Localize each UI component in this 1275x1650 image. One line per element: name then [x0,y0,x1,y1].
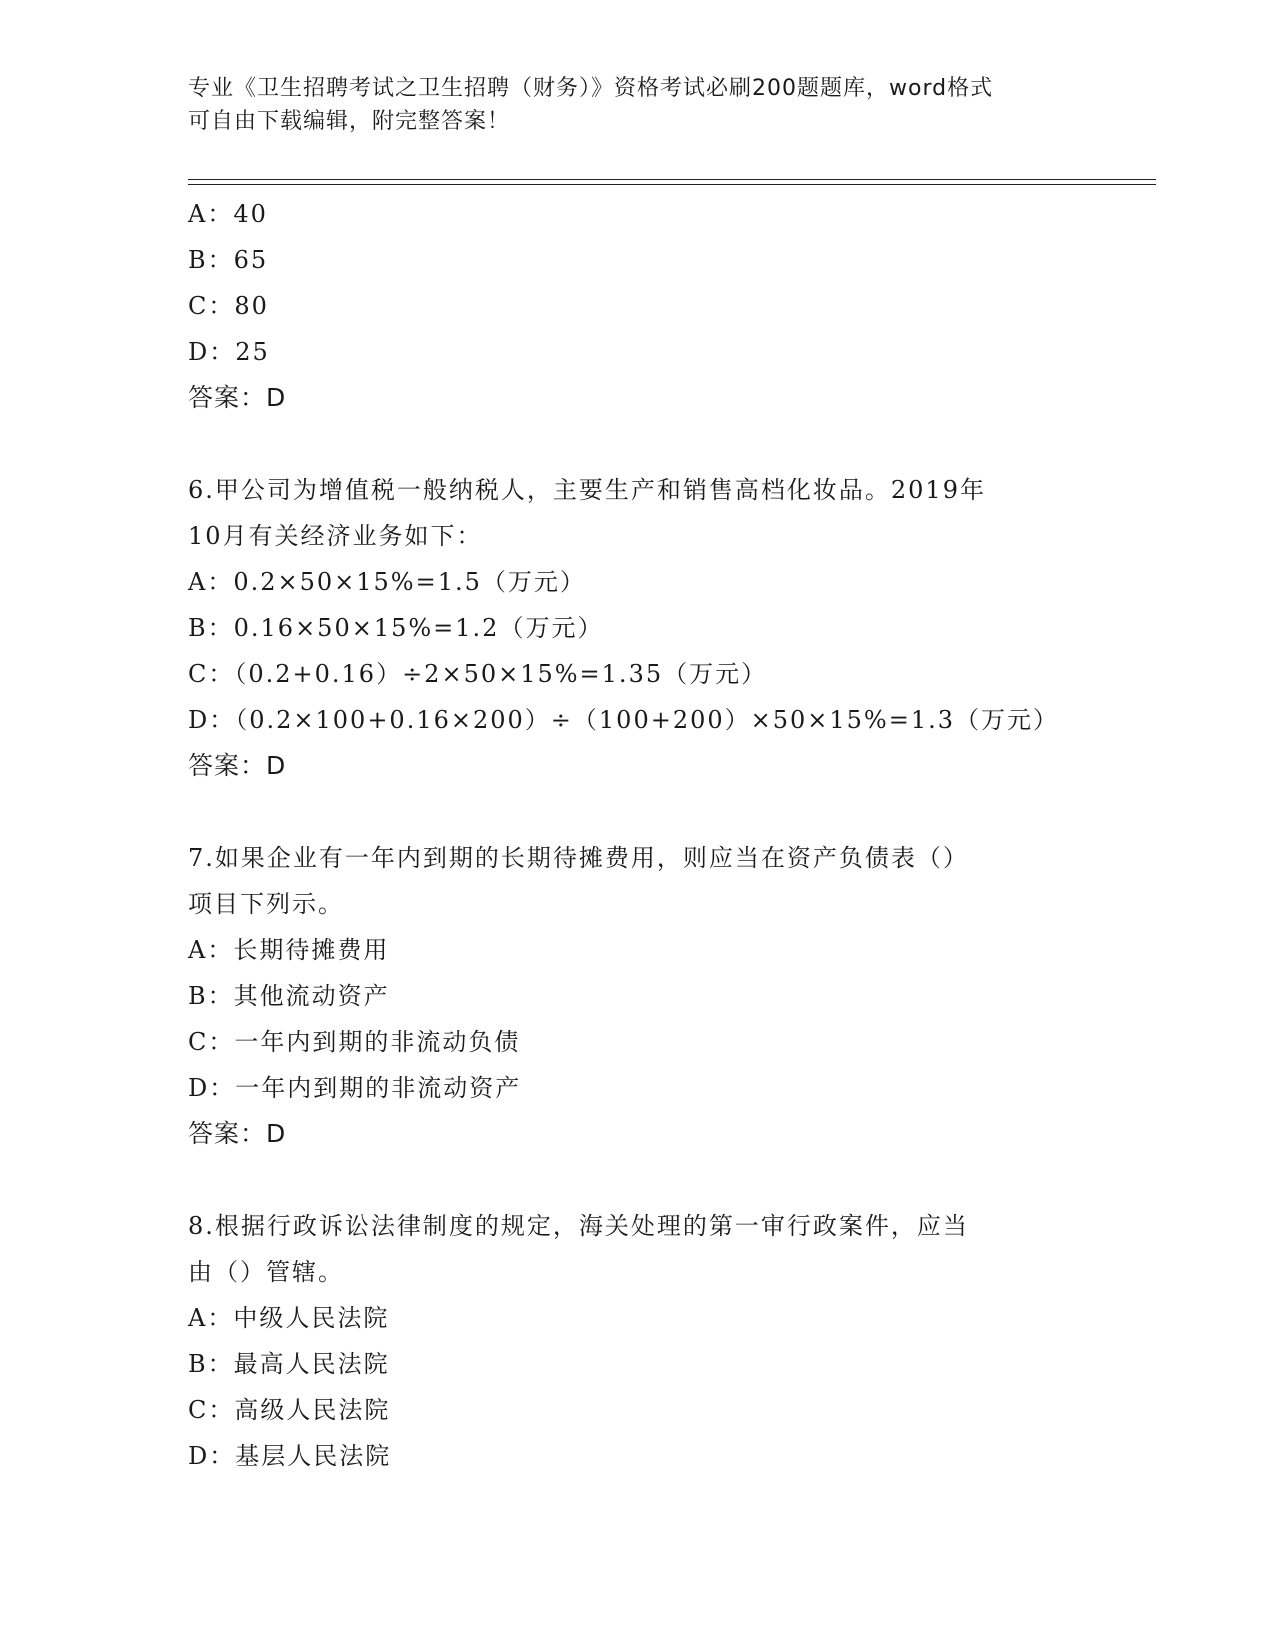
question-stem: 7.如果企业有一年内到期的长期待摊费用，则应当在资产负债表（） [188,844,969,872]
question-stem: 6.甲公司为增值税一般纳税人，主要生产和销售高档化妆品。2019年 [188,476,986,504]
question-stem-cont: 由（）管辖。 [188,1258,344,1286]
option-c: C：高级人民法院 [188,1396,391,1424]
question-stem: 8.根据行政诉讼法律制度的规定，海关处理的第一审行政案件，应当 [188,1212,969,1240]
option-d: D：（0.2×100+0.16×200）÷（100+200）×50×15%=1.3（万元） [188,706,1060,734]
option-c: C：一年内到期的非流动负债 [188,1028,521,1056]
spacer [188,1157,1148,1203]
option-b: B：0.16×50×15%=1.2（万元） [188,614,604,642]
option-c: C：80 [188,292,269,320]
option-c: C：（0.2+0.16）÷2×50×15%=1.35（万元） [188,660,768,688]
option-a: A：中级人民法院 [188,1304,390,1332]
answer: 答案：D [188,1119,287,1148]
header-line-2: 可自由下载编辑，附完整答案！ [188,109,511,134]
header-line-1: 专业《卫生招聘考试之卫生招聘（财务）》资格考试必刷200题题库，word格式 [188,76,994,101]
option-d: D：25 [188,338,270,366]
question-6 [188,467,1148,789]
option-b: B：最高人民法院 [188,1350,390,1378]
question-stem-cont: 项目下列示。 [188,890,344,918]
option-a: A：40 [188,200,268,228]
answer: 答案：D [188,751,287,780]
spacer [188,789,1148,835]
option-b: B：其他流动资产 [188,982,390,1010]
header-rule-top [188,179,1156,180]
option-d: D：一年内到期的非流动资产 [188,1074,522,1102]
option-a: A：长期待摊费用 [188,936,390,964]
question-list [188,191,1148,1479]
spacer [188,421,1148,467]
header-rule-bottom [188,184,1156,185]
option-a: A：0.2×50×15%=1.5（万元） [188,568,586,596]
question-7 [188,835,1148,1157]
document-header [188,72,1088,138]
answer: 答案：D [188,383,287,412]
option-d: D：基层人民法院 [188,1442,392,1470]
question-stem-cont: 10月有关经济业务如下： [188,522,483,550]
question-8 [188,1203,1148,1479]
question-5-options [188,191,1148,421]
option-b: B：65 [188,246,269,274]
